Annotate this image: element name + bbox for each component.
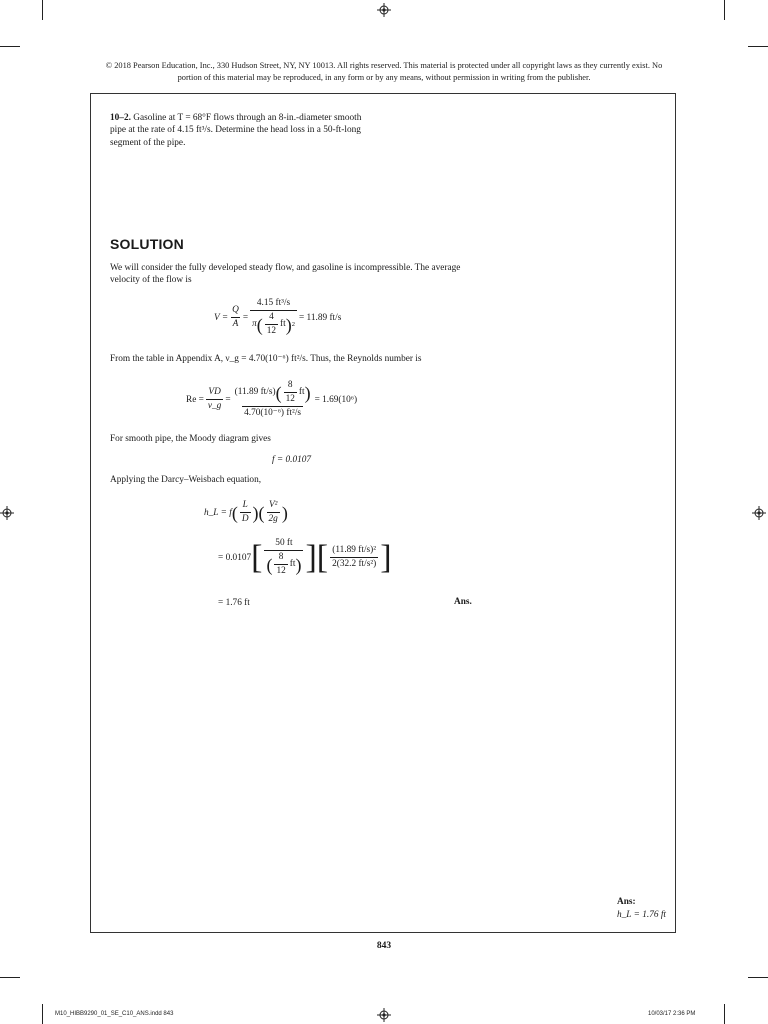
eq-lhs: V = [214, 312, 229, 323]
answer-label: Ans: [617, 897, 636, 907]
registration-mark-icon [377, 3, 391, 17]
answer-box [617, 896, 666, 922]
friction-factor: f = 0.0107 [272, 455, 312, 465]
darcy-equation: h_L = f ( $\frac{L}{D}$ ) ( $\frac{\text{V²}}{2g}$ ) [204, 500, 288, 524]
darcy-text: Applying the Darcy–Weisbach equation, [110, 475, 262, 485]
q-over-a: $\frac{Q}{A}$ [232, 305, 239, 329]
darcy-substitution: = 0.0107 [ 50 ft ( $\frac{8}{12}$ ft ) ] [ $\frac{\text{(11.89 ft/s)²}}{\text{2(32.2 ft/s²)}}$ ] [218, 538, 392, 576]
crop-mark [42, 1004, 43, 1024]
file-slug: M10_HIBB9290_01_SE_C10_ANS.indd 843 [55, 1011, 174, 1017]
crop-mark [724, 1004, 725, 1024]
problem-number: 10–2. [110, 113, 131, 123]
page-number: 843 [376, 941, 392, 951]
ans-label: Ans. [454, 597, 472, 607]
content-frame [90, 93, 676, 933]
solution-heading: SOLUTION [110, 236, 184, 252]
moody-text: For smooth pipe, the Moody diagram gives [110, 434, 271, 444]
problem-statement [110, 112, 372, 149]
crop-mark [748, 977, 768, 978]
crop-mark [748, 46, 768, 47]
solution-intro: We will consider the fully developed steady flow, and gasoline is incompressible. The average velocity of the flow is [110, 263, 461, 286]
registration-mark-icon [377, 1008, 391, 1022]
crop-mark [724, 0, 725, 20]
crop-mark [0, 46, 20, 47]
copyright-notice: © 2018 Pearson Education, Inc., 330 Hudson Street, NY, NY 10013. All rights reserved. This material is protected under all copyright laws as they currently exist. No portion of this material may be reproduced, in any form or by any means, without permission in writing from the publisher. [105, 61, 663, 82]
registration-mark-icon [0, 506, 14, 520]
timestamp-slug: 10/03/17 2:36 PM [648, 1011, 696, 1017]
head-loss-result: = 1.76 ft [218, 598, 250, 608]
reynolds-fraction: (11.89 ft/s) ( $\frac{8}{12}$ ft ) 4.70(10⁻⁶) ft²/s [234, 380, 311, 418]
crop-mark [0, 977, 20, 978]
crop-mark [42, 0, 43, 20]
velocity-fraction: 4.15 ft³/s π ( $\frac{4}{12}$ ft ) 2 [252, 298, 295, 336]
problem-text: Gasoline at T = 68°F flows through an 8-in.-diameter smooth pipe at the rate of 4.15 ft³/s. Determine the head loss in a 50-ft-long segment of the pipe. [110, 113, 362, 148]
velocity-equation: V = $\frac{Q}{A}$ = 4.15 ft³/s π ( $\frac{4}{12}$ ft ) 2 = 11.89 ft/s [214, 298, 342, 336]
answer-value: h_L = 1.76 ft [617, 910, 666, 920]
appendix-text: From the table in Appendix A, ν_g = 4.70(10⁻⁶) ft²/s. Thus, the Reynolds number is [110, 354, 422, 364]
reynolds-equation: Re = $\frac{VD}{\nu\_g}$ = (11.89 ft/s) ( $\frac{8}{12}$ ft ) 4.70(10⁻⁶) ft²/s = 1.69(10⁶) [186, 380, 358, 418]
registration-mark-icon [752, 506, 766, 520]
